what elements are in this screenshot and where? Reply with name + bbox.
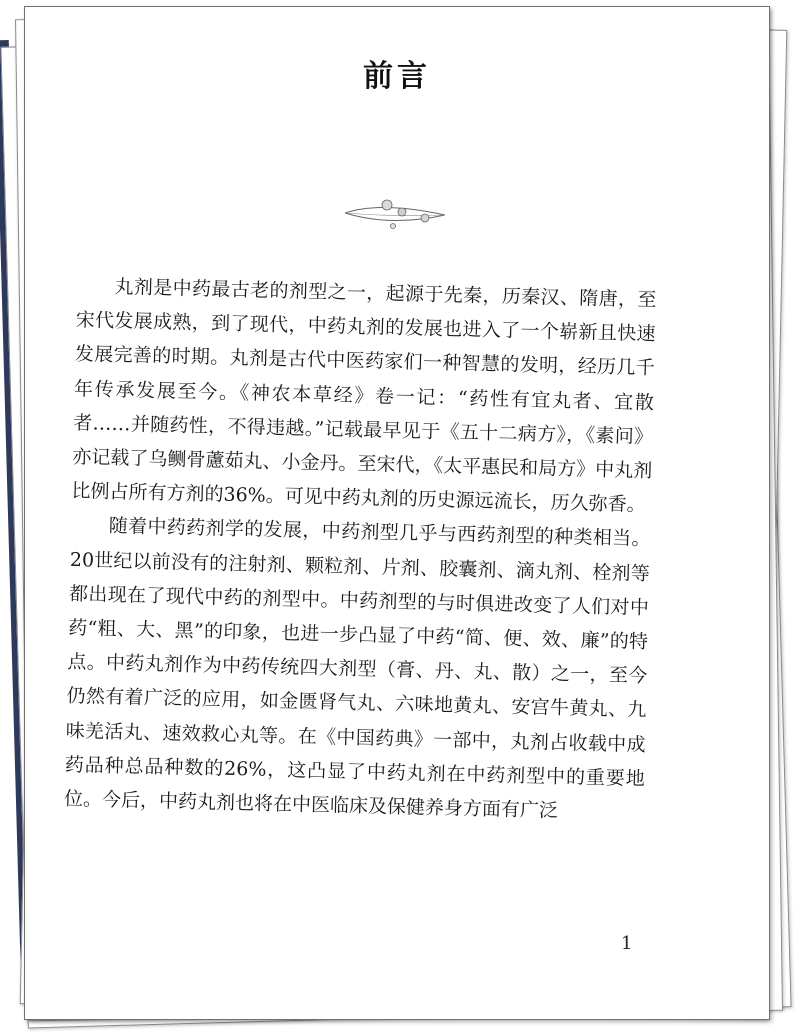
body-text <box>64 269 657 830</box>
main-page <box>24 6 770 1020</box>
paragraph: 随着中药药剂学的发展，中药剂型几乎与西药剂型的种类相当。20世纪以前没有的注射剂、颗粒剂、片剂、胶囊剂、滴丸剂、栓剂等都出现在了现代中药的剂型中。中药剂型的与时俱进改变了人们对中药“粗、大、黑”的印象，也进一步凸显了中药“简、便、效、廉”的特点。中药丸剂作为中药传统四大剂型（膏、丹、丸、散）之一，至今仍然有着广泛的应用，如金匮肾气丸、六味地黄丸、安宫牛黄丸、九味羌活丸、速效救心丸等。在《中国药典》一部中，丸剂占收载中成药品种总品种数的26%，这凸显了中药丸剂在中药剂型中的重要地位。今后，中药丸剂也将在中医临床及保健养身方面有广泛 <box>63 515 651 822</box>
page-number: 1 <box>621 933 633 954</box>
paragraph: 丸剂是中药最古老的剂型之一，起源于先秦，历秦汉、隋唐，至宋代发展成熟，到了现代，中药丸剂的发展也进入了一个崭新且快速发展完善的时期。丸剂是古代中医药家们一种智慧的发明，经历几千年传承发展至今。《神农本草经》卷一记：“药性有宜丸者、宜散者……并随药性，不得违越。”记载最早见于《五十二病方》，《素问》亦记载了乌鲗骨藘茹丸、小金丹。至宋代，《太平惠民和局方》中丸剂比例占所有方剂的36%。可见中药丸剂的历史源远流长，历久弥香。 <box>71 275 657 517</box>
leaf-with-berries-icon <box>341 193 451 237</box>
page-title: 前言 <box>363 59 431 94</box>
